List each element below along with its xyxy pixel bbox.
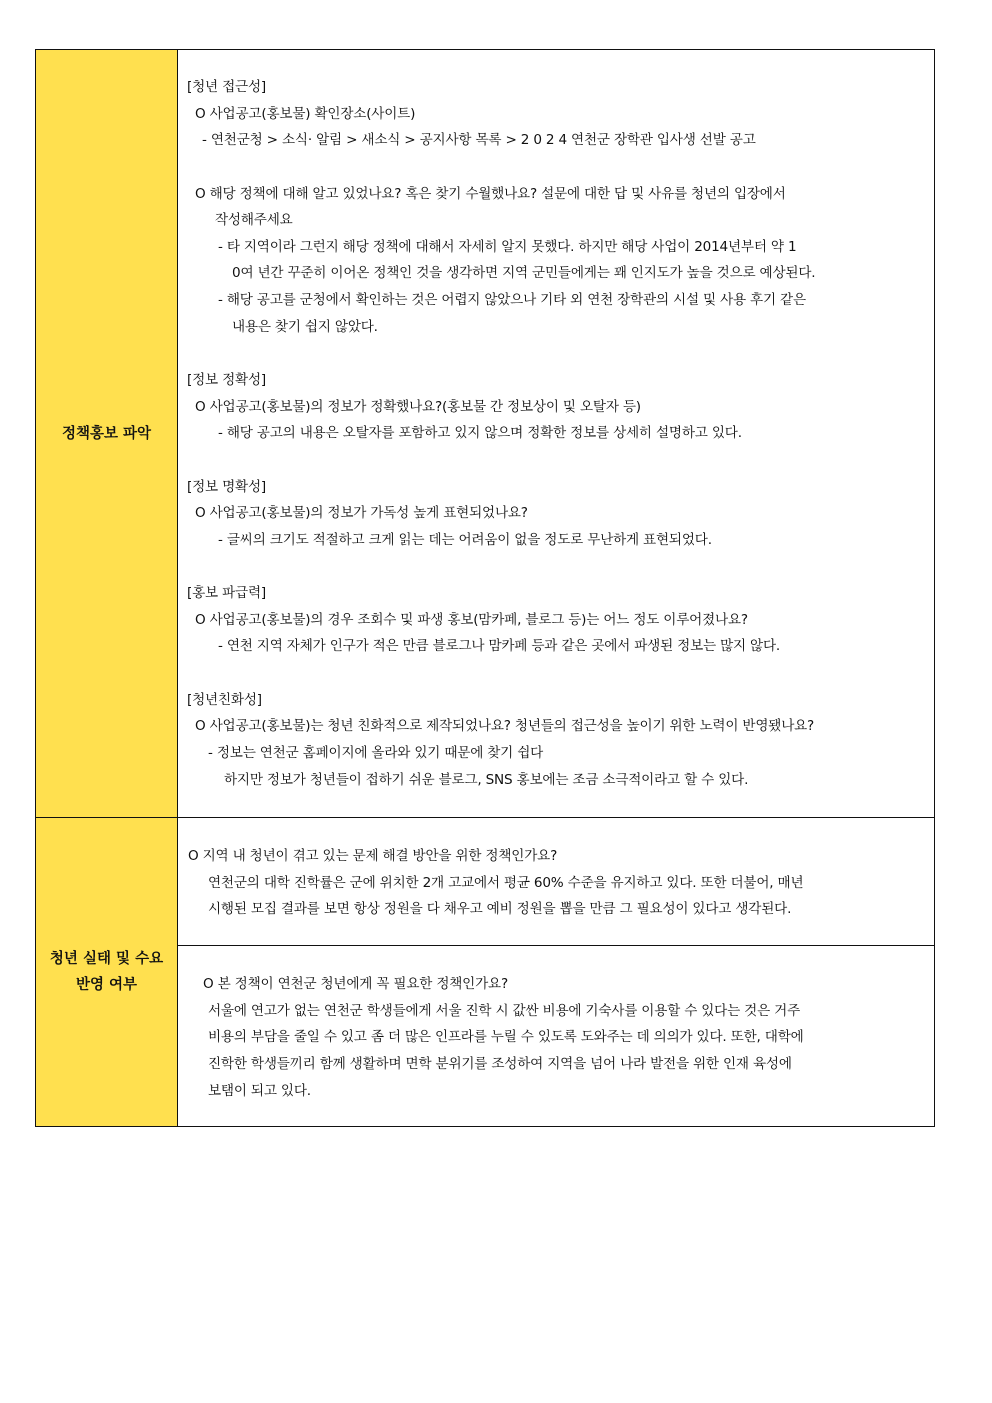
blank-line	[178, 554, 934, 581]
cell-divider	[178, 945, 934, 946]
text-line: 내용은 찾기 쉽지 않았다.	[232, 318, 378, 335]
row-label-policy-promotion	[36, 50, 178, 818]
text-line: O 본 정책이 연천군 청년에게 꼭 필요한 정책인가요?	[203, 976, 508, 992]
text-line: - 연천군청 > 소식· 알림 > 새소식 > 공지사항 목록 > 2 0 2 4 연천군 장학관 입사생 선발 공고	[202, 132, 756, 149]
text-line: - 정보는 연천군 홈페이지에 올라와 있기 때문에 찾기 쉽다	[208, 745, 544, 762]
youth-problem-content	[178, 843, 934, 943]
text-line: O 해당 정책에 대해 알고 있었나요? 혹은 찾기 수월했나요? 설문에 대한 답 및 사유를 청년의 입장에서	[195, 185, 786, 202]
blank-line	[178, 154, 934, 181]
label-line: 청년 실태 및 수요	[49, 951, 164, 967]
policy-evaluation-table	[35, 49, 935, 1127]
text-line: O 사업공고(홍보물)는 청년 친화적으로 제작되었나요? 청년들의 접근성을 높이기 위한 노력이 반영됐나요?	[195, 718, 815, 735]
text-line: - 해당 공고의 내용은 오탈자를 포함하고 있지 않으며 정확한 정보를 상세히 설명하고 있다.	[218, 425, 742, 442]
text-line: 0여 년간 꾸준히 이어온 정책인 것을 생각하면 지역 군민들에게는 꽤 인지도가 높을 것으로 예상된다.	[232, 265, 816, 282]
text-line: 작성해주세요	[215, 212, 293, 229]
text-line: O 지역 내 청년이 겪고 있는 문제 해결 방안을 위한 정책인가요?	[188, 848, 558, 864]
text-line: 시행된 모집 결과를 보면 항상 정원을 다 채우고 예비 정원을 뽑을 만큼 그 필요성이 있다고 생각된다.	[208, 901, 792, 918]
text-line: 진학한 학생들끼리 함께 생활하며 면학 분위기를 조성하여 지역을 넘어 나라 발전을 위한 인재 육성에	[208, 1055, 792, 1072]
text-line: O 사업공고(홍보물)의 정보가 정확했나요?(홍보물 간 정보상이 및 오탈자 등)	[195, 398, 641, 415]
blank-line	[178, 447, 934, 474]
label-line: 반영 여부	[75, 977, 138, 993]
text-line: - 글씨의 크기도 적절하고 크게 읽는 데는 어려움이 없을 정도로 무난하게 표현되었다.	[218, 531, 712, 548]
blank-line	[178, 660, 934, 687]
row-label-youth-needs	[36, 818, 178, 1126]
policy-promotion-content	[178, 74, 934, 818]
text-line: 연천군의 대학 진학률은 군에 위치한 2개 고교에서 평균 60% 수준을 유지하고 있다. 또한 더불어, 매년	[208, 874, 804, 891]
section-heading: [청년 접근성]	[187, 79, 266, 95]
text-line: - 연천 지역 자체가 인구가 적은 만큼 블로그나 맘카페 등과 같은 곳에서 파생된 정보는 많지 않다.	[218, 638, 781, 655]
section-heading: [정보 명확성]	[187, 478, 266, 495]
youth-necessity-content	[178, 971, 934, 1121]
section-heading: [청년친화성]	[187, 691, 262, 708]
row-label-text	[50, 946, 163, 998]
row-label-text: 정책홍보 파악	[61, 426, 152, 442]
text-line: 비용의 부담을 줄일 수 있고 좀 더 많은 인프라를 누릴 수 있도록 도와주는 데 의의가 있다. 또한, 대학에	[208, 1029, 804, 1046]
text-line: 하지만 정보가 청년들이 접하기 쉬운 블로그, SNS 홍보에는 조금 소극적이라고 할 수 있다.	[224, 771, 749, 788]
text-line: - 타 지역이라 그런지 해당 정책에 대해서 자세히 알지 못했다. 하지만 해당 사업이 2014년부터 약 1	[218, 238, 797, 255]
text-line: 서울에 연고가 없는 연천군 학생들에게 서울 진학 시 값싼 비용에 기숙사를 이용할 수 있다는 것은 거주	[208, 1002, 801, 1019]
text-line: O 사업공고(홍보물)의 경우 조회수 및 파생 홍보(맘카페, 블로그 등)는 어느 정도 이루어졌나요?	[195, 611, 748, 628]
text-line: - 해당 공고를 군청에서 확인하는 것은 어렵지 않았으나 기타 외 연천 장학관의 시설 및 사용 후기 같은	[218, 292, 806, 309]
section-heading: [정보 정확성]	[187, 372, 266, 389]
section-heading: [홍보 파급력]	[187, 585, 266, 602]
text-line: O 사업공고(홍보물)의 정보가 가독성 높게 표현되었나요?	[195, 505, 528, 522]
text-line: 보탬이 되고 있다.	[208, 1082, 311, 1099]
text-line: O 사업공고(홍보물) 확인장소(사이트)	[195, 105, 416, 122]
blank-line	[178, 340, 934, 367]
